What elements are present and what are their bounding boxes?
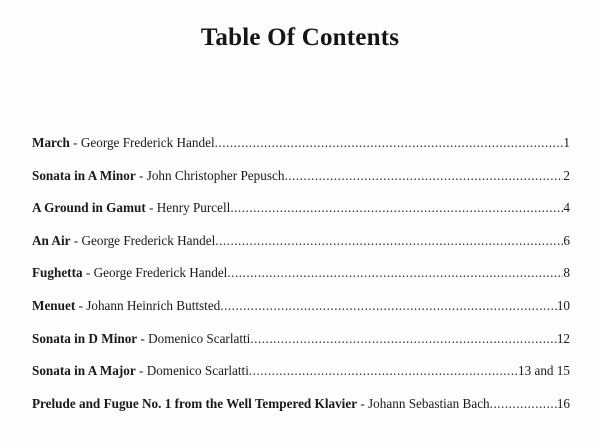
piece-title: Sonata in A Minor [32,167,136,183]
composer-name: Johann Sebastian Bach [368,395,490,411]
piece-title: Menuet [32,297,76,313]
page-number: 6 [563,232,570,248]
page-number: 10 [556,297,570,313]
dot-leader [249,363,518,379]
dot-leader [220,298,557,314]
piece-title: Sonata in D Minor [32,330,138,346]
composer-name: George Frederick Handel [93,265,228,281]
table-of-contents [32,135,570,428]
title-separator: - [135,167,147,183]
composer-name: George Frederick Handel [81,232,216,248]
page-number: 13 and 15 [517,363,570,379]
piece-title: March [32,135,70,150]
title-separator: - [69,135,81,150]
toc-entry-sonata-d-minor [32,331,570,364]
toc-entry-an-air [32,233,570,266]
toc-entry-fughetta [32,265,570,298]
title-separator: - [145,200,157,216]
dot-leader [250,331,556,347]
dot-leader [215,233,563,249]
toc-entry-sonata-a-minor [32,168,570,201]
page-number: 12 [556,330,570,346]
title-separator: - [137,330,149,346]
page-number: 8 [563,265,570,281]
piece-title: Prelude and Fugue No. 1 from the Well Tempered Klavier [32,395,358,411]
page-number: 2 [563,167,570,183]
toc-entry-prelude-and-fugue [32,396,570,429]
dot-leader [215,135,564,151]
title-separator: - [82,265,94,281]
title-separator: - [357,395,369,411]
piece-title: Sonata in A Major [32,363,136,379]
composer-name: John Christopher Pepusch [146,167,285,183]
composer-name: Johann Heinrich Buttsted [86,297,221,313]
toc-entry-march [32,135,570,168]
page-number: 4 [563,200,570,216]
toc-entry-sonata-a-major [32,363,570,396]
composer-name: Domenico Scarlatti [148,330,251,346]
toc-entry-ground-in-gamut [32,200,570,233]
dot-leader [227,265,563,281]
composer-name: George Frederick Handel [80,135,215,150]
title-separator: - [75,297,87,313]
dot-leader [490,396,557,412]
title-separator: - [135,363,147,379]
dot-leader [284,168,563,184]
page-number: 1 [563,135,570,150]
toc-entry-menuet [32,298,570,331]
title-separator: - [70,232,82,248]
piece-title: Fughetta [32,265,83,281]
piece-title: A Ground in Gamut [32,200,146,216]
piece-title: An Air [32,232,71,248]
composer-name: Henry Purcell [156,200,231,216]
page-title: Table Of Contents [200,24,400,51]
composer-name: Domenico Scarlatti [146,363,249,379]
dot-leader [230,200,563,216]
page-number: 16 [556,395,570,411]
